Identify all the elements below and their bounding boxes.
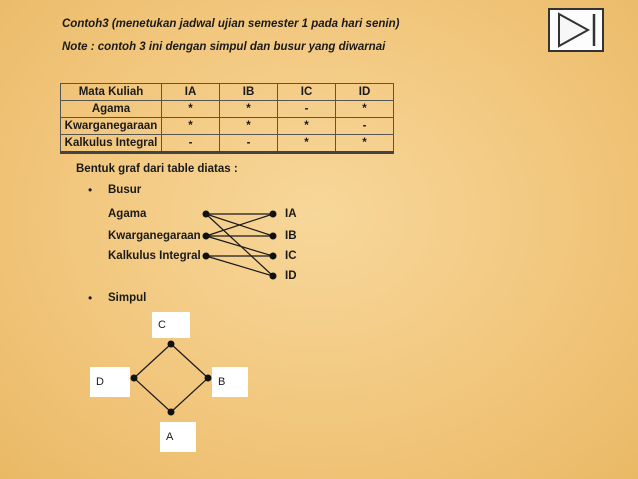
table-cell: * <box>278 118 336 135</box>
right-node-dot <box>270 273 277 280</box>
header-cell-id: ID <box>336 84 394 101</box>
simpul-edge <box>134 378 171 412</box>
left-node-label: Kalkulus Integral <box>108 250 201 262</box>
right-node-label: ID <box>285 270 297 282</box>
table-cell: - <box>336 118 394 135</box>
simpul-dot-d <box>131 375 138 382</box>
table-cell: * <box>162 118 220 135</box>
table-cell: Agama <box>61 101 162 118</box>
node-label: A <box>166 431 174 443</box>
right-node-dot <box>270 253 277 260</box>
busur-edge <box>206 236 273 256</box>
busur-label: Busur <box>108 184 142 196</box>
bullet-icon: • <box>88 291 93 305</box>
table-cell: - <box>278 101 336 118</box>
header-cell-course: Mata Kuliah <box>61 84 162 101</box>
node-label: D <box>96 376 104 388</box>
left-node-dot <box>203 211 210 218</box>
table-cell: * <box>278 135 336 153</box>
simpul-dot-c <box>168 341 175 348</box>
header-cell-ic: IC <box>278 84 336 101</box>
table-cell: Kalkulus Integral <box>61 135 162 153</box>
table-cell: Kwarganegaraan <box>61 118 162 135</box>
header-cell-ia: IA <box>162 84 220 101</box>
busur-edge <box>206 214 273 276</box>
right-node-dot <box>270 233 277 240</box>
simpul-dot-a <box>168 409 175 416</box>
right-node-dot <box>270 211 277 218</box>
node-label: C <box>158 319 166 331</box>
simpul-label: Simpul <box>108 292 147 304</box>
simpul-edge <box>134 344 171 378</box>
table-cell: * <box>162 101 220 118</box>
left-node-label: Agama <box>108 208 147 220</box>
left-node-dot <box>203 253 210 260</box>
node-label: B <box>218 376 226 388</box>
example-title: Contoh3 (menetukan jadwal ujian semester 1 pada hari senin) <box>62 18 400 30</box>
table-cell: * <box>336 135 394 153</box>
table-cell: * <box>220 118 278 135</box>
simpul-edge <box>171 378 208 412</box>
right-node-label: IC <box>285 250 297 262</box>
table-cell: - <box>220 135 278 153</box>
simpul-dot-b <box>205 375 212 382</box>
example-note: Note : contoh 3 ini dengan simpul dan busur yang diwarnai <box>62 41 386 53</box>
right-node-label: IA <box>285 208 297 220</box>
section-title: Bentuk graf dari table diatas : <box>76 163 238 175</box>
table-cell: * <box>336 101 394 118</box>
bullet-icon: • <box>88 183 93 197</box>
left-node-dot <box>203 233 210 240</box>
simpul-edge <box>171 344 208 378</box>
left-node-label: Kwarganegaraan <box>108 230 201 242</box>
table-cell: * <box>220 101 278 118</box>
table-cell: - <box>162 135 220 153</box>
right-node-label: IB <box>285 230 297 242</box>
header-cell-ib: IB <box>220 84 278 101</box>
